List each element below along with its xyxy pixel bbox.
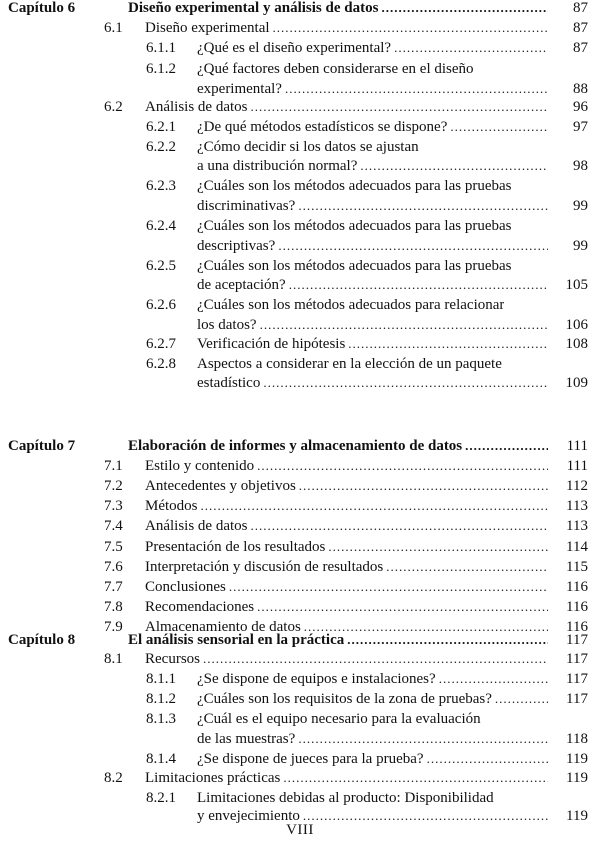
entry-text: Análisis de datos — [145, 99, 248, 115]
section-title — [197, 59, 474, 79]
toc-entry-row — [0, 516, 600, 536]
section-title — [197, 79, 548, 99]
dot-leader — [298, 729, 548, 749]
entry-text: Verificación de hipótesis — [197, 336, 346, 352]
entry-text: Recomendaciones — [145, 599, 255, 615]
section-number: 6.2.2 — [146, 139, 176, 155]
toc-entry-row — [0, 729, 600, 749]
toc-entry-row — [0, 768, 600, 788]
toc-entry-row — [0, 788, 600, 808]
section-number: 8.1.3 — [146, 711, 176, 727]
entry-text: Aspectos a considerar en la elección de un paquete — [197, 356, 502, 372]
chapter-label: Capítulo 8 — [8, 632, 76, 648]
dot-leader — [348, 334, 548, 354]
section-number: 8.1.1 — [146, 671, 176, 687]
dot-leader — [273, 18, 548, 38]
toc-entry-row — [0, 38, 600, 58]
page-ref: 118 — [566, 731, 588, 747]
dot-leader — [203, 649, 548, 669]
page-ref: 88 — [573, 81, 588, 97]
section-number: 7.6 — [104, 559, 123, 575]
dot-leader — [251, 516, 549, 536]
section-title — [197, 137, 419, 157]
section-title — [197, 334, 548, 354]
dot-leader — [439, 669, 548, 689]
section-title — [145, 577, 548, 597]
page-ref: 97 — [573, 119, 588, 135]
dot-leader — [465, 436, 548, 456]
section-number: 8.2 — [104, 770, 123, 786]
section-title — [197, 315, 548, 335]
section-title — [197, 216, 512, 236]
entry-text: Almacenamiento de datos — [145, 619, 301, 635]
entry-text: Recursos — [145, 651, 200, 667]
toc-entry-row — [0, 216, 600, 236]
toc-entry-row — [0, 577, 600, 597]
page-ref: 119 — [566, 770, 588, 786]
toc-entry-row — [0, 79, 600, 99]
entry-text: Conclusiones — [145, 579, 226, 595]
dot-leader — [360, 156, 548, 176]
section-title — [145, 18, 548, 38]
dot-leader — [495, 689, 548, 709]
entry-text: ¿Cuáles son los métodos adecuados para las pruebas — [197, 178, 512, 194]
section-number: 6.1 — [104, 20, 123, 36]
page-ref: 111 — [566, 438, 588, 454]
page-ref: 87 — [573, 40, 588, 56]
dot-leader — [299, 476, 548, 496]
page-ref: 111 — [566, 458, 588, 474]
toc-entry-row — [0, 557, 600, 577]
chapter-label: Capítulo 6 — [8, 0, 76, 16]
dot-leader — [386, 557, 548, 577]
toc-entry-row — [0, 117, 600, 137]
page-ref: 106 — [565, 317, 588, 333]
section-number: 6.2.6 — [146, 297, 176, 313]
dot-leader — [381, 0, 548, 18]
section-title — [197, 156, 548, 176]
dot-leader — [289, 275, 548, 295]
page-ref: 112 — [566, 478, 588, 494]
entry-text: Elaboración de informes y almacenamiento de datos — [128, 438, 463, 454]
entry-text: y envejecimiento — [197, 808, 300, 824]
page-ref: 113 — [566, 498, 588, 514]
toc-entry-row — [0, 137, 600, 157]
page-ref: 96 — [573, 99, 588, 115]
dot-leader — [201, 496, 549, 516]
toc-entry-row — [0, 689, 600, 709]
toc-entry-row — [0, 354, 600, 374]
entry-text: estadístico — [197, 375, 261, 391]
entry-text: ¿Cuáles son los métodos adecuados para las pruebas — [197, 218, 512, 234]
toc-chapter-row — [0, 630, 600, 650]
dot-leader — [257, 597, 548, 617]
entry-text: ¿Cómo decidir si los datos se ajustan — [197, 139, 419, 155]
section-number: 7.9 — [104, 619, 123, 635]
section-title — [197, 788, 494, 808]
toc-entry-row — [0, 295, 600, 315]
section-number: 6.2.4 — [146, 218, 176, 234]
section-number: 6.1.1 — [146, 40, 176, 56]
section-number: 8.1.4 — [146, 751, 176, 767]
dot-leader — [263, 373, 548, 393]
section-number: 7.8 — [104, 599, 123, 615]
section-number: 8.1 — [104, 651, 123, 667]
page-ref: 99 — [573, 198, 588, 214]
section-number: 6.2 — [104, 99, 123, 115]
entry-text: Diseño experimental — [145, 20, 270, 36]
toc-entry-row — [0, 176, 600, 196]
section-title — [145, 496, 548, 516]
entry-text: Presentación de los resultados — [145, 539, 326, 555]
page-ref: 116 — [566, 619, 588, 635]
section-title — [145, 768, 548, 788]
section-title — [145, 649, 548, 669]
entry-text: ¿Qué factores deben considerarse en el diseño — [197, 61, 474, 77]
section-number: 7.1 — [104, 458, 123, 474]
toc-entry-row — [0, 256, 600, 276]
toc-entry-row — [0, 275, 600, 295]
section-title — [197, 256, 512, 276]
page-ref: 115 — [566, 559, 588, 575]
dot-leader — [427, 749, 548, 769]
toc-entry-row — [0, 315, 600, 335]
page-ref: 117 — [566, 632, 588, 648]
entry-text: Análisis de datos — [145, 518, 248, 534]
entry-text: ¿Qué es el diseño experimental? — [197, 40, 392, 56]
dot-leader — [347, 630, 548, 650]
section-number: 7.5 — [104, 539, 123, 555]
section-title — [197, 373, 548, 393]
entry-text: ¿Cuáles son los requisitos de la zona de pruebas? — [197, 691, 492, 707]
page-ref: 87 — [573, 20, 588, 36]
entry-text: Métodos — [145, 498, 198, 514]
entry-text: El análisis sensorial en la práctica — [128, 632, 345, 648]
entry-text: descriptivas? — [197, 238, 276, 254]
page-ref: 87 — [573, 0, 588, 16]
section-title — [197, 354, 502, 374]
section-number: 6.2.1 — [146, 119, 176, 135]
page-ref: 117 — [566, 671, 588, 687]
section-title — [145, 597, 548, 617]
entry-text: ¿Cuáles son los métodos adecuados para las pruebas — [197, 258, 512, 274]
entry-text: Interpretación y discusión de resultados — [145, 559, 384, 575]
section-title — [197, 196, 548, 216]
section-title — [145, 456, 548, 476]
section-number: 8.1.2 — [146, 691, 176, 707]
section-number: 7.2 — [104, 478, 123, 494]
page-ref: 113 — [566, 518, 588, 534]
entry-text: Estilo y contenido — [145, 458, 255, 474]
section-number: 7.3 — [104, 498, 123, 514]
page-ref: 98 — [573, 158, 588, 174]
toc-entry-row — [0, 669, 600, 689]
entry-text: Antecedentes y objetivos — [145, 478, 296, 494]
section-number: 6.1.2 — [146, 61, 176, 77]
page-ref: 119 — [566, 751, 588, 767]
section-title — [145, 537, 548, 557]
section-title — [197, 236, 548, 256]
dot-leader — [328, 537, 548, 557]
toc-entry-row — [0, 334, 600, 354]
section-number: 8.2.1 — [146, 790, 176, 806]
toc-entry-row — [0, 59, 600, 79]
section-number: 6.2.5 — [146, 258, 176, 274]
toc-entry-row — [0, 18, 600, 38]
dot-leader — [260, 315, 548, 335]
section-title — [145, 476, 548, 496]
section-number: 6.2.7 — [146, 336, 176, 352]
dot-leader — [257, 456, 548, 476]
section-number: 6.2.8 — [146, 356, 176, 372]
entry-text: Limitaciones debidas al producto: Disponibilidad — [197, 790, 494, 806]
chapter-title — [128, 436, 548, 456]
section-title — [145, 516, 548, 536]
page-ref: 116 — [566, 599, 588, 615]
dot-leader — [450, 117, 548, 137]
toc-chapter-row — [0, 0, 600, 18]
page-ref: 119 — [566, 808, 588, 824]
page-ref: 114 — [566, 539, 588, 555]
toc-entry-row — [0, 236, 600, 256]
section-title — [145, 557, 548, 577]
page-ref: 117 — [566, 651, 588, 667]
toc-entry-row — [0, 496, 600, 516]
toc-entry-row — [0, 476, 600, 496]
toc-entry-row — [0, 456, 600, 476]
dot-leader — [251, 97, 549, 117]
chapter-label: Capítulo 7 — [8, 438, 76, 454]
section-title — [197, 38, 548, 58]
page-ref: 105 — [565, 277, 588, 293]
page-ref: 99 — [573, 238, 588, 254]
section-title — [197, 749, 548, 769]
toc-chapter-row — [0, 436, 600, 456]
entry-text: ¿De qué métodos estadísticos se dispone? — [197, 119, 448, 135]
dot-leader — [283, 768, 548, 788]
entry-text: experimental? — [197, 81, 282, 97]
section-number: 7.7 — [104, 579, 123, 595]
toc-entry-row — [0, 709, 600, 729]
dot-leader — [298, 196, 548, 216]
dot-leader — [229, 577, 548, 597]
page-ref: 117 — [566, 691, 588, 707]
section-title — [197, 295, 504, 315]
entry-text: ¿Se dispone de equipos e instalaciones? — [197, 671, 436, 687]
entry-text: ¿Cuáles son los métodos adecuados para relacionar — [197, 297, 505, 313]
dot-leader — [278, 236, 548, 256]
dot-leader — [285, 79, 548, 99]
entry-text: Limitaciones prácticas — [145, 770, 281, 786]
chapter-title — [128, 0, 548, 18]
toc-entry-row — [0, 597, 600, 617]
page-ref: 116 — [566, 579, 588, 595]
section-number: 6.2.3 — [146, 178, 176, 194]
toc-entry-row — [0, 97, 600, 117]
toc-entry-row — [0, 196, 600, 216]
section-title — [197, 729, 548, 749]
page-ref: 108 — [565, 336, 588, 352]
section-title — [197, 689, 548, 709]
section-title — [197, 117, 548, 137]
entry-text: de aceptación? — [197, 277, 286, 293]
entry-text: Diseño experimental y análisis de datos — [128, 0, 379, 16]
chapter-title — [128, 630, 548, 650]
entry-text: ¿Cuál es el equipo necesario para la evaluación — [197, 711, 481, 727]
section-title — [145, 97, 548, 117]
page-number: VIII — [286, 822, 314, 838]
section-number: 7.4 — [104, 518, 123, 534]
toc-entry-row — [0, 156, 600, 176]
section-title — [197, 176, 512, 196]
toc-entry-row — [0, 373, 600, 393]
page-ref: 109 — [565, 375, 588, 391]
section-title — [197, 275, 548, 295]
entry-text: los datos? — [197, 317, 257, 333]
dot-leader — [394, 38, 548, 58]
section-title — [197, 669, 548, 689]
toc-entry-row — [0, 749, 600, 769]
toc-entry-row — [0, 537, 600, 557]
entry-text: ¿Se dispone de jueces para la prueba? — [197, 751, 424, 767]
entry-text: de las muestras? — [197, 731, 296, 747]
toc-entry-row — [0, 649, 600, 669]
section-title — [197, 709, 481, 729]
entry-text: discriminativas? — [197, 198, 296, 214]
entry-text: a una distribución normal? — [197, 158, 358, 174]
